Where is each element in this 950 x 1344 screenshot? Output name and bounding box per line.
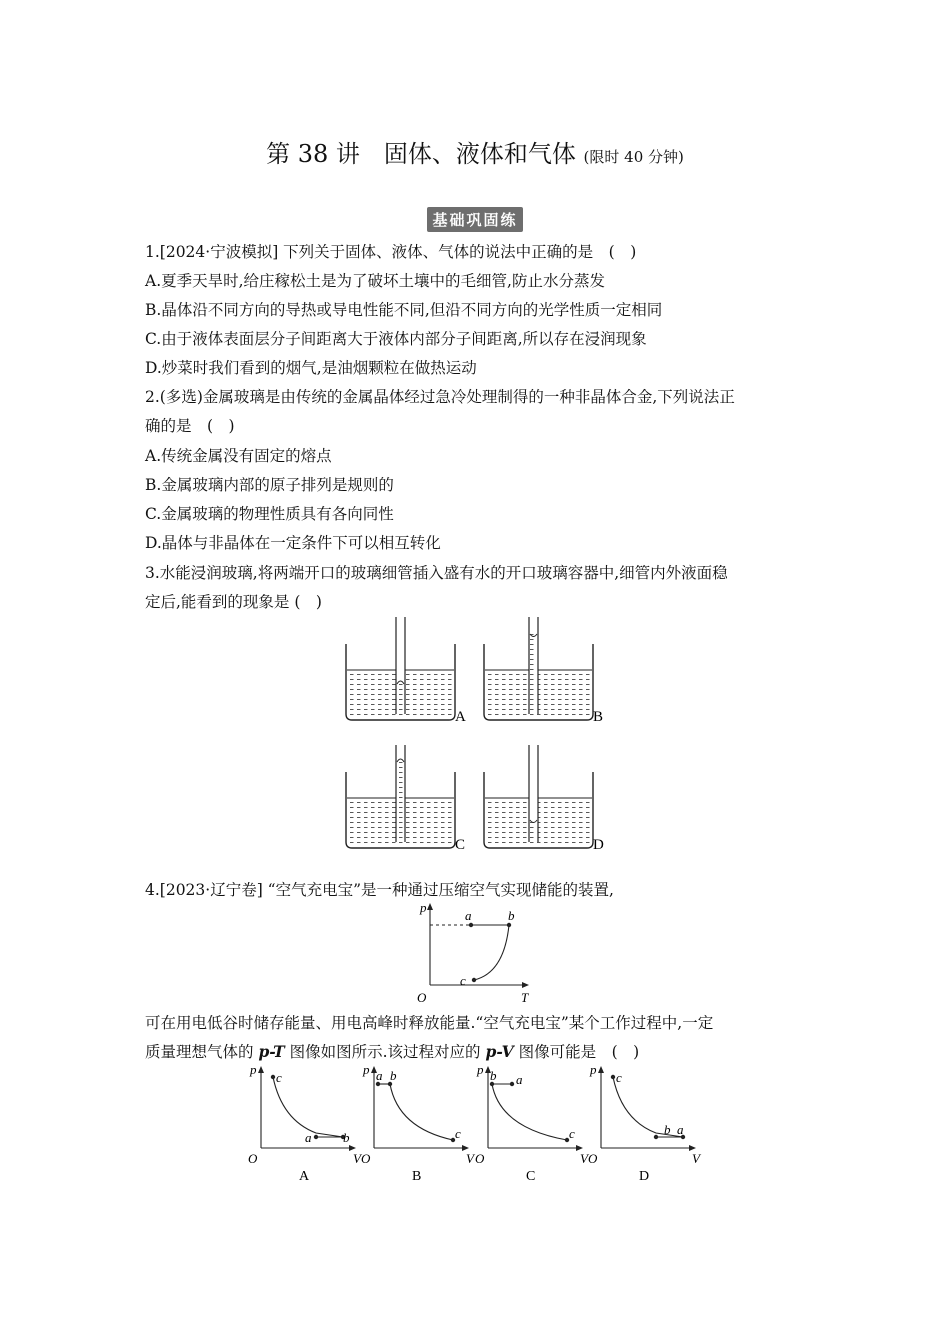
pv-graph-a (248, 1062, 363, 1184)
q3-beaker-figures (335, 612, 625, 862)
pv-d-pt-c: c (616, 1070, 622, 1085)
pv-a-pt-c: c (276, 1070, 282, 1085)
beaker-figure-a (346, 617, 466, 725)
q2-stem-line2: 确的是 ( ) (145, 417, 235, 435)
pv-a-label: A (299, 1169, 310, 1184)
section-badge: 基础巩固练 (427, 207, 522, 232)
pv-b-origin: O (361, 1151, 371, 1166)
q2-option-a: A.传统金属没有固定的熔点 (145, 447, 332, 465)
q4-stem-text-1: 质量理想气体的 (145, 1043, 259, 1061)
q1-option-c: C.由于液体表面层分子间距离大于液体内部分子间距离,所以存在浸润现象 (145, 330, 647, 348)
pv-c-axis-v: V (580, 1151, 588, 1166)
pv-b-axis-p: p (363, 1062, 370, 1077)
pv-d-pt-b: b (664, 1122, 671, 1137)
q1-option-d: D.炒菜时我们看到的烟气,是油烟颗粒在做热运动 (145, 359, 477, 377)
q4-pt-graph (408, 898, 538, 1008)
pv-a-pt-b: b (343, 1130, 350, 1145)
q4-stem-pv: p-V (485, 1042, 514, 1061)
pt-point-b: b (508, 908, 515, 923)
title-main: 第 38 讲 固体、液体和气体 (266, 140, 576, 168)
beaker-label-d: D (593, 837, 604, 853)
pv-c-pt-c: c (569, 1126, 575, 1141)
title-time-limit: (限时 40 分钟) (583, 148, 684, 166)
q4-stem-line2: 可在用电低谷时储存能量、用电高峰时释放能量.“空气充电宝”某个工作过程中,一定 (145, 1014, 714, 1032)
pv-d-origin: O (588, 1151, 598, 1166)
beaker-figure-b (484, 617, 603, 725)
q2-option-c: C.金属玻璃的物理性质具有各向同性 (145, 505, 394, 523)
pv-d-label: D (639, 1169, 650, 1184)
pv-a-origin: O (248, 1151, 258, 1166)
beaker-figure-c (346, 745, 465, 853)
pv-c-origin: O (475, 1151, 485, 1166)
pv-b-axis-v: V (466, 1151, 474, 1166)
pv-a-pt-a: a (305, 1130, 312, 1145)
q3-stem-line1: 3.水能浸润玻璃,将两端开口的玻璃细管插入盛有水的开口玻璃容器中,细管内外液面稳 (145, 564, 728, 582)
pv-b-pt-b: b (390, 1068, 397, 1083)
q4-pv-graphs (240, 1062, 710, 1187)
pv-graph-c (475, 1062, 590, 1184)
pv-a-axis-p: p (250, 1062, 257, 1077)
pv-graph-d (588, 1062, 702, 1184)
beaker-figure-d (484, 745, 604, 853)
pt-axis-p: p (420, 900, 427, 915)
q1-stem: 1.[2024·宁波模拟] 下列关于固体、液体、气体的说法中正确的是 ( ) (145, 243, 637, 261)
pv-graph-b (361, 1062, 476, 1184)
beaker-label-c: C (455, 837, 466, 853)
pt-point-a: a (465, 908, 472, 923)
q2-stem-line1: 2.(多选)金属玻璃是由传统的金属晶体经过急冷处理制得的一种非晶体合金,下列说法正 (145, 388, 735, 406)
pv-b-label: B (412, 1169, 422, 1184)
pv-c-axis-p: p (477, 1062, 484, 1077)
q4-stem-line1: 4.[2023·辽宁卷] “空气充电宝”是一种通过压缩空气实现储能的装置, (145, 881, 614, 899)
q4-stem-pt: p-T (258, 1042, 285, 1061)
pv-b-pt-a: a (376, 1068, 383, 1083)
beaker-label-b: B (593, 709, 604, 725)
pv-c-label: C (526, 1169, 536, 1184)
q4-stem-text-3: 图像可能是 ( ) (513, 1043, 640, 1061)
pv-d-pt-a: a (677, 1122, 684, 1137)
page-title (0, 134, 950, 169)
beaker-label-a: A (455, 709, 466, 725)
pv-b-pt-c: c (455, 1126, 461, 1141)
q2-option-d: D.晶体与非晶体在一定条件下可以相互转化 (145, 534, 441, 552)
q1-option-a: A.夏季天旱时,给庄稼松土是为了破坏土壤中的毛细管,防止水分蒸发 (145, 272, 605, 290)
pt-point-c: c (460, 973, 466, 988)
pv-d-axis-p: p (590, 1062, 597, 1077)
pv-a-axis-v: V (353, 1151, 361, 1166)
pv-c-pt-a: a (516, 1072, 523, 1087)
q2-option-b: B.金属玻璃内部的原子排列是规则的 (145, 476, 394, 494)
pv-d-axis-v: V (692, 1151, 700, 1166)
q4-stem-line3 (145, 1041, 639, 1063)
pv-c-pt-b: b (490, 1068, 497, 1083)
q1-option-b: B.晶体沿不同方向的导热或导电性能不同,但沿不同方向的光学性质一定相同 (145, 301, 663, 319)
q4-stem-text-2: 图像如图所示.该过程对应的 (284, 1043, 486, 1061)
q3-stem-line2: 定后,能看到的现象是 ( ) (145, 593, 322, 611)
pt-axis-t: T (521, 990, 529, 1005)
section-header (0, 207, 950, 232)
pt-origin: O (417, 990, 427, 1005)
